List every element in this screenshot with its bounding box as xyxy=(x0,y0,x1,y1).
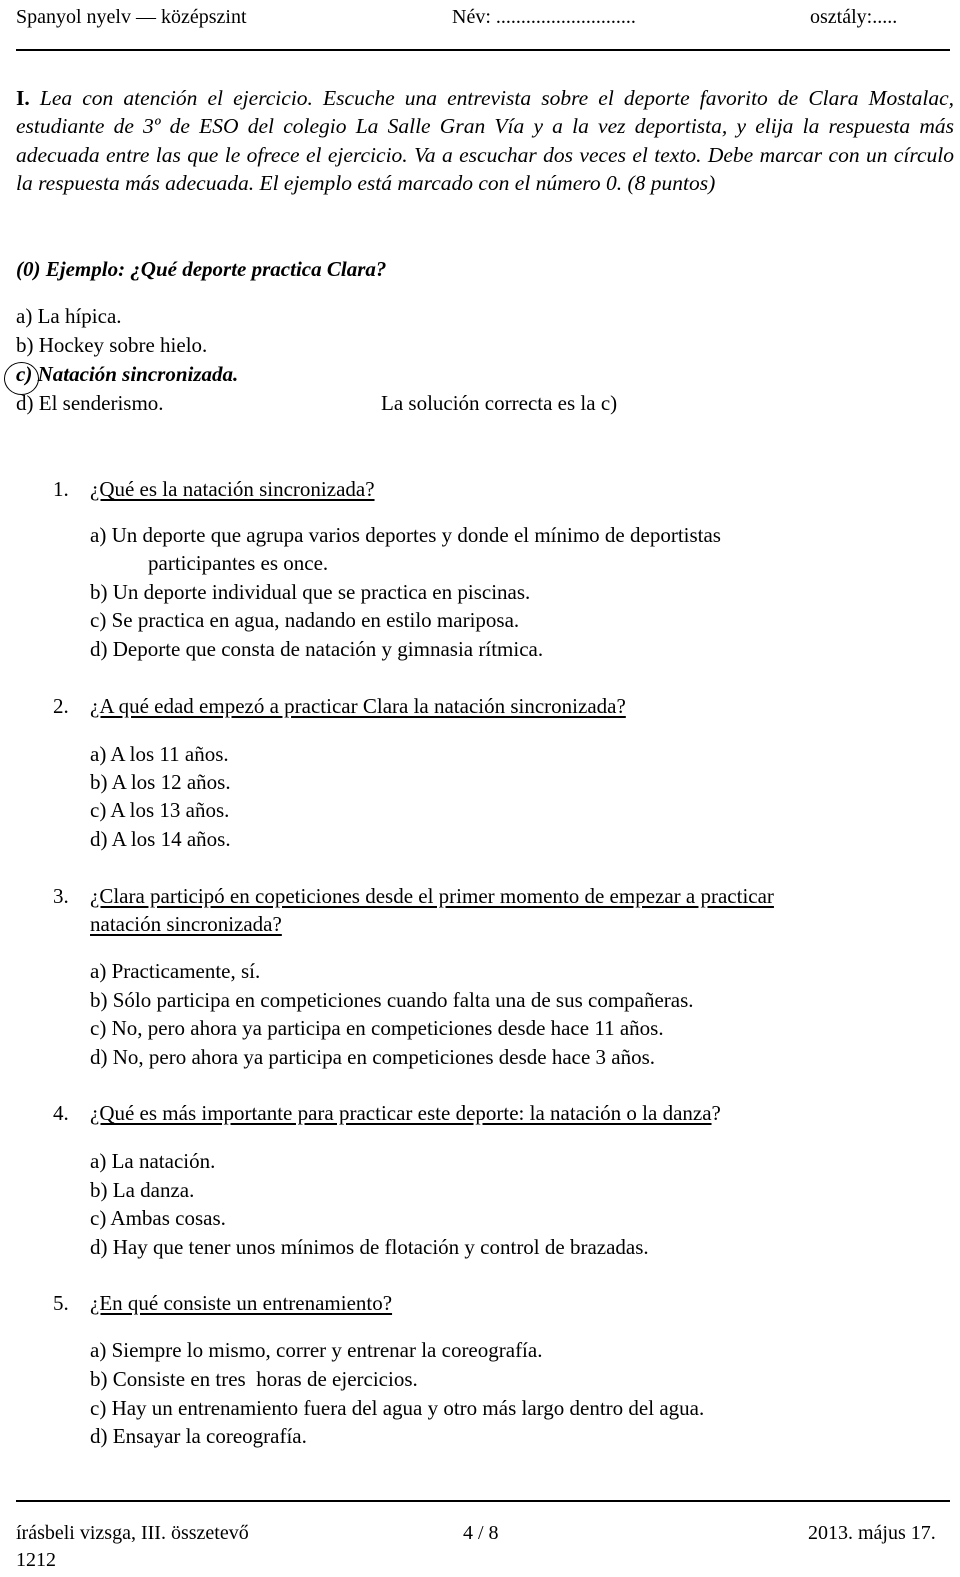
answer-option: d) No, pero ahora ya participa en competiciones desde hace 3 años. xyxy=(90,1045,656,1069)
subject-header: Spanyol nyelv — középszint xyxy=(16,6,247,28)
answer-option: b) Un deporte individual que se practica en piscinas. xyxy=(90,580,531,604)
question-number: 1. xyxy=(53,477,69,501)
name-field: Név: ............................ xyxy=(452,6,636,28)
question-number: 2. xyxy=(53,694,69,718)
instructions xyxy=(16,84,954,198)
example-solution: La solución correcta es la c) xyxy=(381,391,618,415)
question-number: 4. xyxy=(53,1101,69,1125)
answer-option: d) Hay que tener unos mínimos de flotación y control de brazadas. xyxy=(90,1235,649,1259)
question-text: ¿En qué consiste un entrenamiento? xyxy=(90,1291,393,1315)
exam-code: 1212 xyxy=(16,1549,56,1571)
answer-option: a) La natación. xyxy=(90,1149,216,1173)
answer-option: c) A los 13 años. xyxy=(90,798,230,822)
answer-option: b) A los 12 años. xyxy=(90,770,231,794)
page-number: 4 / 8 xyxy=(463,1522,499,1544)
example-option-correct: c) Natación sincronizada. xyxy=(16,362,239,386)
question-number: 3. xyxy=(53,884,69,908)
exam-date: 2013. május 17. xyxy=(808,1522,936,1544)
answer-option: b) La danza. xyxy=(90,1178,195,1202)
footer-divider xyxy=(16,1500,950,1502)
class-field: osztály:..... xyxy=(810,6,898,28)
answer-option: c) No, pero ahora ya participa en competiciones desde hace 11 años. xyxy=(90,1016,664,1040)
header-divider xyxy=(16,49,950,51)
question-number: 5. xyxy=(53,1291,69,1315)
question-text-continuation: natación sincronizada? xyxy=(90,912,282,936)
answer-option: b) Sólo participa en competiciones cuando falta una de sus compañeras. xyxy=(90,988,694,1012)
answer-option: a) Un deporte que agrupa varios deportes y donde el mínimo de deportistas xyxy=(90,523,721,547)
section-number: I. xyxy=(16,86,30,110)
example-option: a) La hípica. xyxy=(16,304,122,328)
answer-option: b) Consiste en tres horas de ejercicios. xyxy=(90,1367,418,1391)
answer-option: c) Ambas cosas. xyxy=(90,1206,226,1230)
question-text-wrapper xyxy=(90,1099,721,1127)
answer-option-continuation: participantes es once. xyxy=(148,551,329,575)
question-text: ¿Qué es más importante para practicar este deporte: la natación o la danza xyxy=(90,1101,712,1125)
example-option: b) Hockey sobre hielo. xyxy=(16,333,208,357)
instructions-text: Lea con atención el ejercicio. Escuche una entrevista sobre el deporte favorito de Clara Mostalac, estudiante de 3º de ESO del colegio La Salle Gran Vía y a la vez deportista, y elija la respuesta más adecuada entre las que le ofrece el ejercicio. Va a escuchar dos veces el texto. Debe marcar con un círculo la respuesta más adecuada. El ejemplo está marcado con el número 0. (8 puntos) xyxy=(16,86,954,196)
answer-option: c) Hay un entrenamiento fuera del agua y otro más largo dentro del agua. xyxy=(90,1396,705,1420)
example-title: (0) Ejemplo: ¿Qué deporte practica Clara? xyxy=(16,257,387,281)
example-option: d) El senderismo. xyxy=(16,391,164,415)
answer-option: d) A los 14 años. xyxy=(90,827,231,851)
question-mark: ? xyxy=(711,1101,721,1125)
answer-option: a) A los 11 años. xyxy=(90,742,229,766)
answer-option: c) Se practica en agua, nadando en estilo mariposa. xyxy=(90,608,520,632)
answer-option: d) Deporte que consta de natación y gimnasia rítmica. xyxy=(90,637,544,661)
exam-part-label: írásbeli vizsga, III. összetevő xyxy=(16,1522,249,1544)
question-text: ¿Qué es la natación sincronizada? xyxy=(90,477,375,501)
answer-option: a) Siempre lo mismo, correr y entrenar la coreografía. xyxy=(90,1338,543,1362)
question-text: ¿Clara participó en copeticiones desde el primer momento de empezar a practicar xyxy=(90,884,774,908)
answer-option: d) Ensayar la coreografía. xyxy=(90,1424,307,1448)
answer-option: a) Practicamente, sí. xyxy=(90,959,261,983)
question-text: ¿A qué edad empezó a practicar Clara la natación sincronizada? xyxy=(90,694,626,718)
